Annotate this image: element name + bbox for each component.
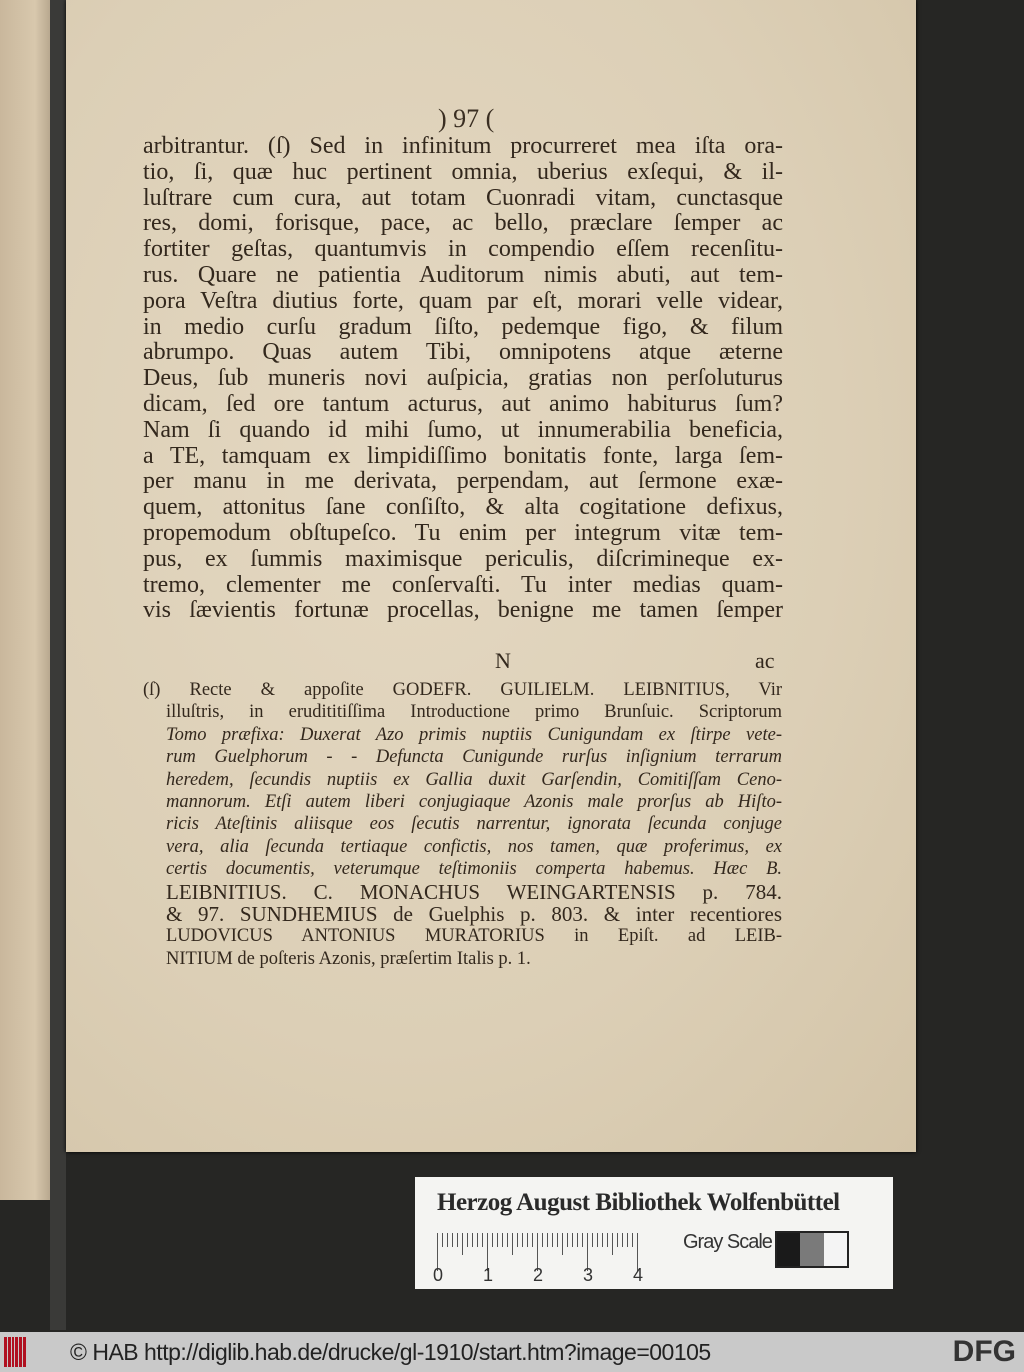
footnote-line: certis documentis, veterumque teſtimoniis comperta habemus. Hæc B. xyxy=(166,859,782,880)
ruler-tick xyxy=(507,1233,508,1247)
footnote-line: LEIBNITIUS. C. MONACHUS WEINGARTENSIS p. 784. xyxy=(166,879,782,904)
text-line: res, domi, forisque, pace, ac bello, præclare ſemper ac xyxy=(143,210,783,237)
ruler-tick xyxy=(497,1233,498,1247)
ruler-tick xyxy=(462,1233,463,1255)
text-line: Deus, ſub muneris novi auſpicia, gratias non perſoluturus xyxy=(143,365,783,392)
ruler-tick xyxy=(447,1233,448,1247)
ruler-tick xyxy=(627,1233,628,1247)
ruler-tick xyxy=(582,1233,583,1247)
library-scale-label xyxy=(415,1177,893,1289)
footnote-line: vera, alia ſecunda tertiaque confictis, nos tamen, quæ proferimus, ex xyxy=(166,836,782,857)
text-line: fortiter geſtas, quantumvis in compendio eſſem recenſitu- xyxy=(143,236,783,263)
gray-scale-label: Gray Scale xyxy=(683,1231,772,1253)
ruler-tick xyxy=(477,1233,478,1247)
ruler-tick xyxy=(492,1233,493,1247)
footnote-line: NITIUM de poſteris Azonis, præſertim Italis p. 1. xyxy=(166,948,531,969)
text-line: pus, ex ſummis maximisque periculis, diſcrimineque ex- xyxy=(143,545,783,572)
ruler-tick xyxy=(557,1233,558,1247)
ruler-tick xyxy=(457,1233,458,1247)
ruler-number: 3 xyxy=(583,1265,594,1285)
ruler-tick xyxy=(552,1233,553,1247)
gray-swatch-cell xyxy=(800,1233,823,1266)
ruler-number: 2 xyxy=(533,1265,544,1285)
footer-bar xyxy=(0,1332,1024,1372)
ruler-tick xyxy=(622,1233,623,1247)
text-line: luſtrare cum cura, aut totam Cuonradi vitam, cunctasque xyxy=(143,184,783,211)
footnote-line: & 97. SUNDHEMIUS de Guelphis p. 803. & inter recentiores xyxy=(166,902,782,926)
catchword: ac xyxy=(755,648,775,673)
text-line: tremo, clementer me conſervaſti. Tu inter medias quam- xyxy=(143,571,783,598)
gray-scale-swatch xyxy=(775,1231,849,1268)
ruler-tick xyxy=(632,1233,633,1247)
text-line: arbitrantur. (ſ) Sed in infinitum procurreret mea iſta ora- xyxy=(143,133,783,159)
footnote-line: (ſ) Recte & appoſite GODEFR. GUILIELM. LEIBNITIUS, Vir xyxy=(143,680,782,700)
ruler-number: 1 xyxy=(483,1265,494,1285)
text-line: rus. Quare ne patientia Auditorum nimis abuti, aut tem- xyxy=(143,262,783,288)
ruler-tick xyxy=(577,1233,578,1247)
ruler-tick xyxy=(572,1233,573,1247)
signature-mark: N xyxy=(495,648,511,673)
ruler-tick xyxy=(517,1233,518,1247)
footnote-line: Tomo præfixa: Duxerat Azo primis nuptiis Cunigundam ex ſtirpe vete- xyxy=(166,724,782,745)
ruler-tick xyxy=(597,1233,598,1247)
footnote-line: ricis Ateſtinis aliisque eos ſecutis narrentur, ignorata ſecunda conjuge xyxy=(166,814,782,835)
text-line: tio, ſi, quæ huc pertinent omnia, uberius exſequi, & il- xyxy=(143,158,783,185)
text-line: dicam, ſed ore tantum acturus, aut animo habiturus ſum? xyxy=(143,391,783,417)
text-line: quem, attonitus ſane conſiſto, & alta cogitatione defixus, xyxy=(143,494,783,521)
text-line: vis ſævientis fortunæ procellas, benigne me tamen ſemper xyxy=(143,597,783,624)
hab-logo-icon xyxy=(4,1337,26,1367)
footnote-line: rum Guelphorum - - Defuncta Cunigunde rurſus inſignium terrarum xyxy=(166,747,782,768)
ruler-tick xyxy=(442,1233,443,1247)
ruler-tick xyxy=(532,1233,533,1247)
text-line: in medio curſu gradum ſiſto, pedemque figo, & filum xyxy=(143,313,783,340)
previous-page-edge xyxy=(0,0,50,1200)
library-name: Herzog August Bibliothek Wolfenbüttel xyxy=(437,1189,840,1216)
ruler-tick xyxy=(482,1233,483,1247)
ruler-tick xyxy=(512,1233,513,1255)
ruler-tick xyxy=(547,1233,548,1247)
text-line: per manu in me derivata, perpendam, aut ſermone exæ- xyxy=(143,468,783,495)
text-line: a TE, tamquam ex limpidiſſimo bonitatis fonte, larga ſem- xyxy=(143,442,783,469)
book-spine-shadow xyxy=(50,0,66,1330)
ruler-tick xyxy=(502,1233,503,1247)
ruler-tick xyxy=(467,1233,468,1247)
ruler-tick xyxy=(612,1233,613,1255)
page-number: ) 97 ( xyxy=(438,104,495,133)
footnote-line: illuſtris, in erudititiſſima Introductione primo Brunſuic. Scriptorum xyxy=(166,702,782,723)
ruler-tick xyxy=(567,1233,568,1247)
gray-swatch-cell xyxy=(824,1233,847,1266)
text-line: pora Veſtra diutius forte, quam par eſt, morari velle videar, xyxy=(143,287,783,314)
ruler-tick xyxy=(472,1233,473,1247)
footnote-line: mannorum. Etſi autem liberi conjugiaque Azonis male prorſus ab Hiſto- xyxy=(166,792,782,812)
ruler-number: 0 xyxy=(433,1265,444,1285)
ruler-tick xyxy=(562,1233,563,1255)
ruler-tick xyxy=(592,1233,593,1247)
dfg-logo: DFG xyxy=(952,1335,1016,1368)
text-line: abrumpo. Quas autem Tibi, omnipotens atque æterne xyxy=(143,339,783,366)
footnote-line: LUDOVICUS ANTONIUS MURATORIUS in Epiſt. ad LEIB- xyxy=(166,926,782,947)
ruler-tick xyxy=(607,1233,608,1247)
ruler-tick xyxy=(452,1233,453,1247)
text-line: propemodum obſtupeſco. Tu enim per integrum vitæ tem- xyxy=(143,520,783,546)
copyright-url[interactable]: © HAB http://diglib.hab.de/drucke/gl-1910/start.htm?image=00105 xyxy=(70,1339,711,1365)
ruler-tick xyxy=(542,1233,543,1247)
ruler-number: 4 xyxy=(633,1265,644,1285)
ruler-tick xyxy=(522,1233,523,1247)
text-line: Nam ſi quando id mihi ſumo, ut innumerabilia beneficia, xyxy=(143,416,783,443)
footnote-line: heredem, ſecundis nuptiis ex Gallia duxit Garſendin, Comitiſſam Ceno- xyxy=(166,769,782,790)
gray-swatch-cell xyxy=(777,1233,800,1266)
ruler-tick xyxy=(602,1233,603,1247)
ruler-tick xyxy=(617,1233,618,1247)
ruler-tick xyxy=(527,1233,528,1247)
